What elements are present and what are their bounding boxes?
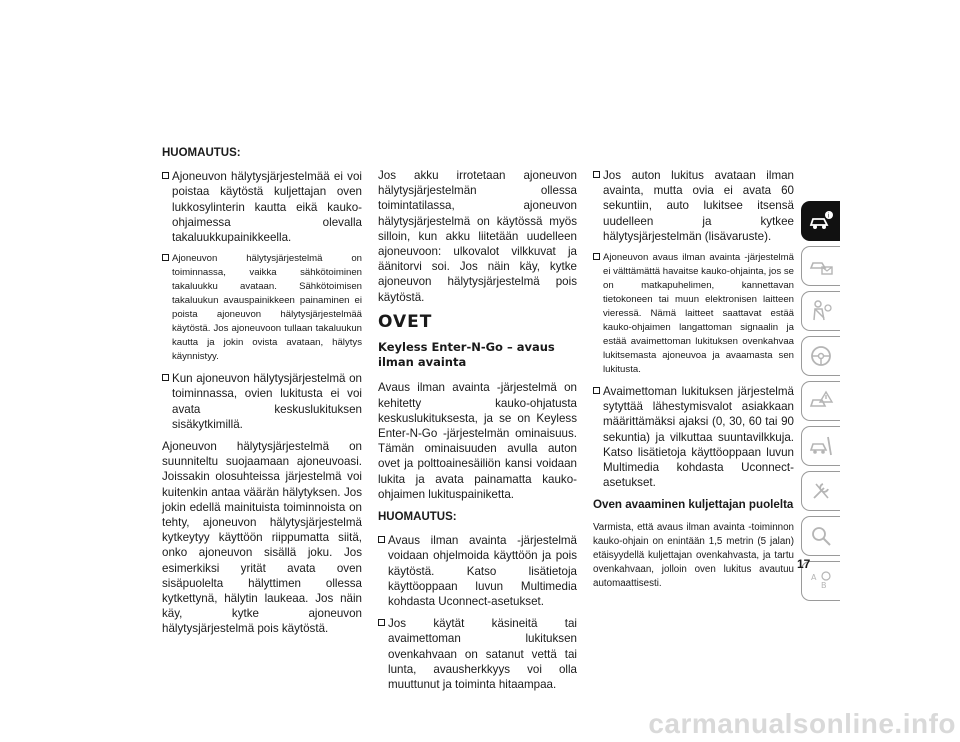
svg-text:B: B xyxy=(821,581,827,590)
checkbox-bullet-icon xyxy=(162,374,169,381)
body-paragraph: Varmista, että avaus ilman avainta -toiminnon kauko-ohjain on enintään 1,5 metrin (5 jalan) etäisyydellä kuljettajan ovenkahvasta, ja tartu ovenkahvaan, jolloin oven lukitus avautuu automaattisesti. xyxy=(593,521,794,590)
warning-car-icon xyxy=(808,388,834,414)
checkbox-bullet-icon xyxy=(593,171,600,178)
bullet-text: Kun ajoneuvon hälytysjärjestelmä on toiminnassa, ovien lukitusta ei voi avata keskuslukituksen sisäkytkimillä. xyxy=(172,372,362,431)
checkbox-bullet-icon xyxy=(162,172,169,179)
bullet-text: Ajoneuvon hälytysjärjestelmää ei voi poistaa käytöstä kuljettajan oven lukkosylinterin kautta eikä kauko-ohjaimessa olevalla takaluukkupainikkeella. xyxy=(172,170,362,245)
bullet-text: Avaus ilman avainta -järjestelmä voidaan ohjelmoida käyttöön ja pois käytöstä. Katso lisätietoja käyttöoppaan luvun Multimedia kohdasta Uconnect-asetukset. xyxy=(388,534,577,609)
bullet-text: Avaimettoman lukituksen järjestelmä sytyttää lähestymisvalot asiakkaan määrittämäksi ajaksi (0, 30, 60 tai 90 sekuntia) ja vilkuttaa suuntavilkkuja. Katso lisätietoja käyttöoppaan luvun Multimedia kohdasta Uconnect-asetukset. xyxy=(603,385,794,490)
car-info-icon xyxy=(808,208,834,234)
note-bullet xyxy=(162,252,362,364)
note-bullet xyxy=(378,533,577,609)
watermark-text: carmanualsonline.info xyxy=(648,708,956,739)
checkbox-bullet-icon xyxy=(162,254,169,261)
car-service-icon xyxy=(808,433,834,459)
svg-text:A: A xyxy=(811,573,817,582)
note-bullet xyxy=(593,168,794,244)
chapter-tabs xyxy=(801,201,843,606)
bullet-text: Ajoneuvon avaus ilman avainta -järjestelmä ei välttämättä havaitse kauko-ohjainta, jos se on matkapuhelimen, kannettavan tietokoneen tai muun elektronisen laitteen vieressä. Nämä laitteet saattavat estää kauko-ohjaimen langattoman signaalin ja estää avaimettoman lukituksen ovenkahvaa lukitsemasta ajoneuvoa ja avaamasta sen lukitusta. xyxy=(603,252,794,376)
page-number: 17 xyxy=(797,557,811,571)
note-bullet xyxy=(162,371,362,432)
column-3 xyxy=(593,168,794,600)
tab-seatbelt[interactable] xyxy=(801,291,840,331)
bullet-text: Jos auton lukitus avataan ilman avainta, mutta ovia ei avata 60 sekuntiin, auto lukitsee itsensä uudelleen ja kytkee hälytysjärjestelmän (lisävaruste). xyxy=(603,169,794,243)
tab-warning[interactable] xyxy=(801,381,840,421)
steering-wheel-icon xyxy=(808,343,834,369)
tab-steering[interactable] xyxy=(801,336,840,376)
bullet-text: Jos käytät käsineitä tai avaimettoman lukituksen ovenkahvaan on satanut vettä tai lunta, avausherkkyys voi olla muuttunut ja toiminta hitaampaa. xyxy=(388,617,577,692)
bullet-text: Ajoneuvon hälytysjärjestelmä on toiminnassa, vaikka sähkötoiminen takaluukku avataan. Sähkötoimisen takaluukun avauspainikkeen painaminen ei poista ajoneuvon hälytysjärjestelmää käytöstä. Jos ajoneuvoon tullaan takaluukun kautta ja jokin ovista avataan, hälytys käynnistyy. xyxy=(172,253,362,363)
note-heading: HUOMAUTUS: xyxy=(378,511,457,524)
body-paragraph: Avaus ilman avainta -järjestelmä on kehitetty kauko-ohjatusta keskuslukituksesta, ja se on Keyless Enter-N-Go -järjestelmän ominaisuus. Tämän ominaisuuden avulla auton ovet ja polttoainesäiliön kansi voidaan lukita ja avata painamatta kauko-ohjaimen lukituspainiketta. xyxy=(378,381,577,501)
note-bullet xyxy=(378,616,577,692)
language-icon xyxy=(808,568,834,594)
intro-paragraph: Jos akku irrotetaan ajoneuvon hälytysjärjestelmän ollessa toimintatilassa, ajoneuvon hälytysjärjestelmä on käytössä myös silloin, kun akku liitetään uudelleen ajoneuvoon: ulkovalot vilkkuvat ja äänitorvi soi. Jos näin käy, kytke ajoneuvon hälytysjärjestelmä pois käytöstä. xyxy=(378,169,577,304)
tab-car-service[interactable] xyxy=(801,426,840,466)
tab-search[interactable] xyxy=(801,516,840,556)
svg-text:i: i xyxy=(827,212,830,220)
search-icon xyxy=(808,523,834,549)
bold-subheading: Oven avaaminen kuljettajan puolelta xyxy=(593,498,794,512)
seatbelt-icon xyxy=(808,298,834,324)
body-paragraph: Ajoneuvon hälytysjärjestelmä on suunniteltu suojaamaan ajoneuvoasi. Joissakin olosuhteissa järjestelmä voi kuitenkin antaa väärän hälytyksen. Jos jokin edellä mainituista toiminnoista on tehty, ajoneuvon hälytysjärjestelmä kytkeytyy käyttöön riippumatta siitä, onko ajoneuvon sisällä joku. Jos esimerkiksi yrität avata oven sisäpuolelta hälyttimen ollessa kytkettynä, hälytin laukeaa. Jos näin käy, kytke ajoneuvon hälytysjärjestelmä pois käytöstä. xyxy=(162,440,362,636)
column-2 xyxy=(378,168,577,699)
column-1 xyxy=(162,146,362,645)
section-title: OVET xyxy=(378,311,433,332)
tab-mail-car[interactable] xyxy=(801,246,840,286)
note-bullet xyxy=(593,251,794,377)
tools-icon xyxy=(808,478,834,504)
checkbox-bullet-icon xyxy=(593,387,600,394)
tab-tools[interactable] xyxy=(801,471,840,511)
mail-car-icon xyxy=(808,253,834,279)
checkbox-bullet-icon xyxy=(593,253,600,260)
tab-car-info[interactable] xyxy=(801,201,840,241)
checkbox-bullet-icon xyxy=(378,619,385,626)
note-bullet xyxy=(162,169,362,245)
subsection-title: Keyless Enter-N-Go – avaus ilman avainta xyxy=(378,340,555,370)
checkbox-bullet-icon xyxy=(378,536,385,543)
note-bullet xyxy=(593,384,794,490)
note-heading: HUOMAUTUS: xyxy=(162,147,241,159)
